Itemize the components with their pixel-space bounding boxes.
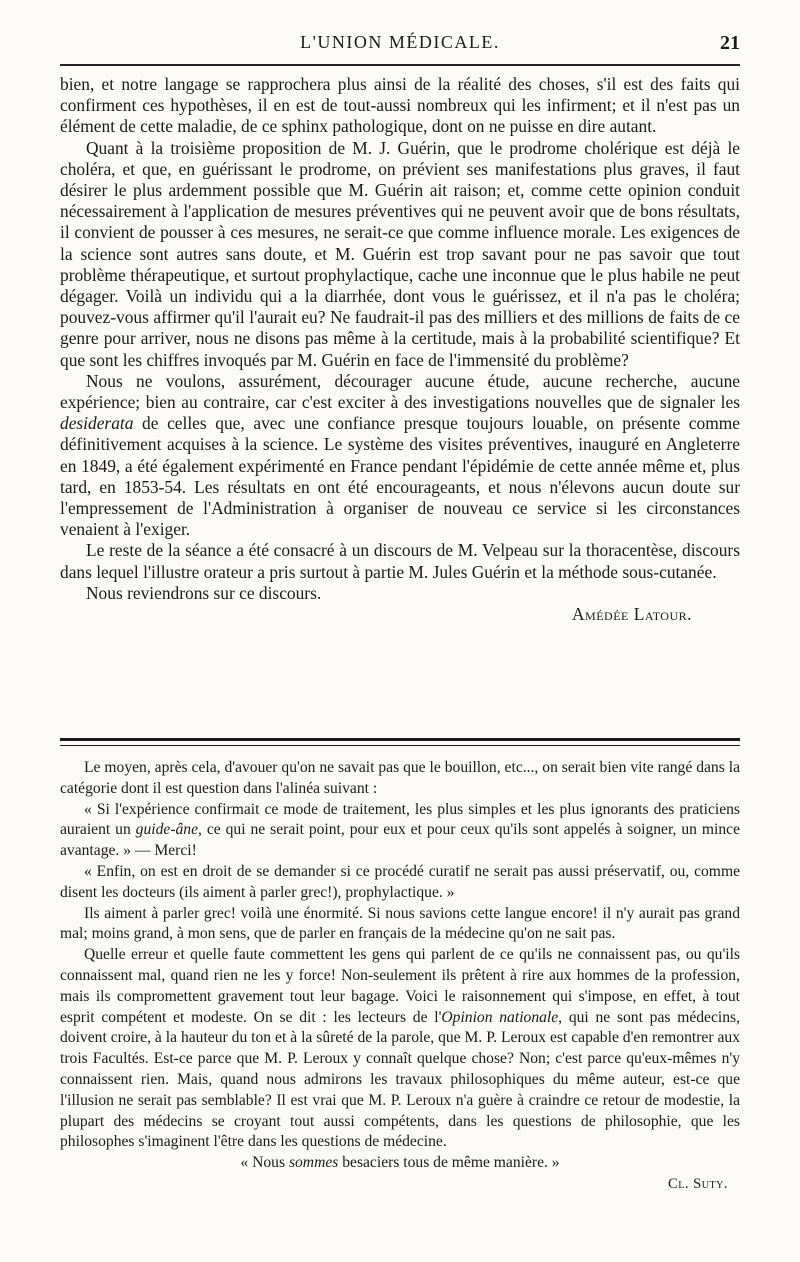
feuilleton-divider bbox=[60, 738, 740, 746]
article-paragraph-3 bbox=[60, 371, 740, 541]
feuilleton-signature: Cl. Suty. bbox=[668, 1175, 728, 1192]
feuilleton-section bbox=[60, 758, 740, 1195]
header-rule bbox=[60, 64, 740, 66]
opinion-nationale-italic: Opinion nationale bbox=[441, 1008, 559, 1026]
running-title: L'UNION MÉDICALE. bbox=[300, 32, 500, 52]
feuilleton-paragraph-4: Ils aiment à parler grec! voilà une énormité. Si nous savions cette langue encore! il n'y aurait pas grand mal; moins grand, à mon sens, que de parler en français de la médecine qu'on ne sait pas. bbox=[60, 904, 740, 943]
feuilleton-paragraph-2-text-a: « Si l'expérience confirmait ce mode de traitement, les plus simples et les plus ignorants des praticiens auraient un bbox=[60, 800, 740, 839]
article-paragraph-1: bien, et notre langage se rapprochera plus ainsi de la réalité des choses, s'il est des faits qui confirment ces hypothèses, il en est de tout-aussi nombreux qui les infirment; et il n'est pas un élément de cette maladie, de ce sphinx pathologique, dont on ne puisse en dire autant. bbox=[60, 74, 740, 137]
desiderata-italic: desiderata bbox=[60, 413, 134, 434]
closing-quote bbox=[60, 1153, 740, 1174]
closing-quote-text-b: besaciers tous de même manière. » bbox=[338, 1154, 560, 1172]
sommes-italic: sommes bbox=[288, 1154, 339, 1172]
page-number: 21 bbox=[720, 32, 740, 54]
feuilleton-paragraph-5-text-b: , qui ne sont pas médecins, doivent croire, à la hauteur du ton et à la sûreté de la parole, que M. P. Leroux est capable d'en remontrer aux trois Facultés. Est-ce parce que M. P. Leroux y connaît quelque chose? Non; c'est parce qu'eux-mêmes n'y connaissent rien. Mais, quand nous admirons les travaux philosophiques du même auteur, est-ce que l'illusion ne serait pas semblable? Il est vrai que M. P. Leroux n'a guère à craindre ce retour de modestie, la plupart des médecins se croyant tout aussi compétents, dans les questions de philosophie, que les philosophes s'imaginent l'être dans les questions de médecine. bbox=[60, 1008, 740, 1151]
feuilleton-paragraph-5 bbox=[60, 945, 740, 1153]
article-paragraph-3-text-a: Nous ne voulons, assurément, décourager aucune étude, aucune recherche, aucune expérience; bien au contraire, car c'est exciter à des investigations nouvelles que de signaler les bbox=[60, 370, 740, 413]
page-header bbox=[60, 30, 740, 58]
article-paragraph-3-text-b: de celles que, avec une confiance presque toujours louable, on présente comme définitivement acquises à la science. Le système des visites préventives, inauguré en Angleterre en 1849, a été également expérimenté en France pendant l'épidémie de cette année même et, plus tard, en 1853-54. Les résultats en ont été encourageants, et nous n'élevons aucun doute sur l'empressement de l'Administration à organiser de nouveau ce service si les circonstances venaient à l'exiger. bbox=[60, 413, 740, 540]
closing-quote-text-a: « Nous bbox=[240, 1154, 289, 1172]
feuilleton-paragraph-2-text-b: , ce qui ne serait point, pour eux et pour ceux qu'ils sont appelés à soigner, un mince avantage. » — Merci! bbox=[60, 821, 740, 860]
article-body bbox=[60, 74, 740, 625]
article-paragraph-5: Nous reviendrons sur ce discours. bbox=[86, 582, 322, 603]
article-paragraph-4: Le reste de la séance a été consacré à un discours de M. Velpeau sur la thoracentèse, discours dans lequel l'illustre orateur a pris surtout à partie M. Jules Guérin et la méthode sous-cutanée. bbox=[60, 540, 740, 582]
article-paragraph-2: Quant à la troisième proposition de M. J. Guérin, que le prodrome cholérique est déjà le choléra, et que, en guérissant le prodrome, on prévient ses manifestations plus graves, il faut désirer le plus ardemment possible que M. Guérin ait raison; et, comme cette opinion conduit nécessairement à l'application de mesures préventives qui ne peuvent avoir que de bons résultats, il convient de pousser à ces mesures, ne serait-ce que comme influence morale. Les exigences de la science sont autres sans doute, et M. Guérin est trop savant pour ne pas savoir que tout problème thérapeutique, et surtout prophylactique, cache une inconnue que le plus habile ne peut dégager. Voilà un individu qui a la diarrhée, dont vous le guérissez, et il n'a pas le choléra; pouvez-vous affirmer qu'il l'aurait eu? Ne faudrait-il pas des milliers et des millions de faits de ce genre pour arriver, nous ne disons pas même à la certitude, mais à la probabilité scientifique? Et que sont les chiffres invoqués par M. Guérin en face de l'immensité du problème? bbox=[60, 137, 740, 370]
feuilleton-paragraph-3: « Enfin, on est en droit de se demander si ce procédé curatif ne serait pas aussi préservatif, ou, comme disent les docteurs (ils aiment à parler grec!), prophylactique. » bbox=[60, 862, 740, 901]
feuilleton-paragraph-2 bbox=[60, 800, 740, 862]
feuilleton-paragraph-1: Le moyen, après cela, d'avouer qu'on ne savait pas que le bouillon, etc..., on serait bien vite rangé dans la catégorie dont il est question dans l'alinéa suivant : bbox=[60, 759, 740, 797]
article-signature: Amédée Latour. bbox=[572, 604, 692, 625]
guide-ane-italic: guide-âne bbox=[135, 821, 199, 839]
feuilleton-paragraph-5-text-a: Quelle erreur et quelle faute commettent les gens qui parlent de ce qu'ils ne connaissent pas, ou qu'ils connaissent mal, quand rien ne les y force! Non-seulement ils prêtent à rire aux hommes de la profession, mais ils compromettent gravement tout leur bagage. Voici le raisonnement qui s'impose, en effet, à tout esprit compétent et modeste. On se dit : les lecteurs de l' bbox=[60, 946, 740, 1026]
